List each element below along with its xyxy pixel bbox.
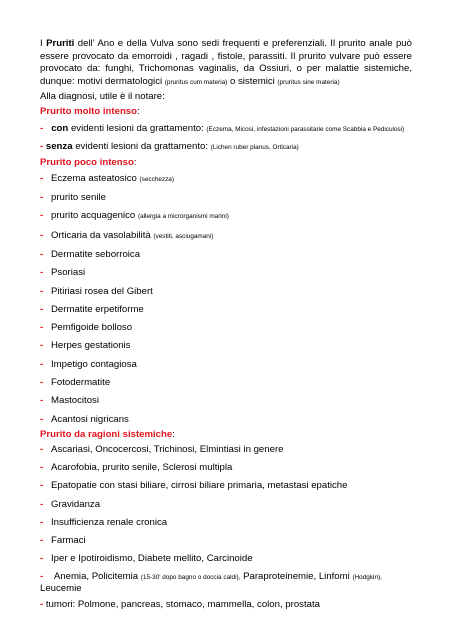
list-item [40,535,412,547]
item-text: Farmaci [51,535,86,547]
dash-marker: - [40,599,44,611]
intro-small-note-1: (pruritus cum materia) [164,78,228,86]
item-text: Fotodermatite [51,377,111,389]
item-text: Herpes gestationis [51,340,131,352]
item-text: Leucemie [40,583,82,595]
list-item [40,141,412,154]
dash-marker: - [40,285,44,297]
dash-marker: - [40,498,44,510]
dash-marker: - [40,377,44,389]
dash-marker: - [40,395,44,407]
intro-mid: o sistemici [229,75,275,87]
intro-small-note-2: (pruritus sine materia) [277,78,340,86]
item-small-note: (15-30' dopo bagno o doccia caldi), [140,574,241,582]
list-item [40,173,412,186]
item-text: Impetigo contagiosa [51,358,137,370]
item-small-note: (secchezza) [139,175,174,183]
item-text: Eczema asteatosico [51,172,137,184]
dash-marker: - [40,248,44,260]
dash-marker: - [40,340,44,352]
dash-marker: - [40,553,44,565]
dash-marker: - [40,413,44,425]
symptom-list [40,173,412,426]
dash-marker: - [40,122,44,134]
item-small-note: (Hodgkin), [352,574,382,582]
list-item [40,553,412,565]
intro-body: dell’ Ano e della Vulva sono sedi frequenti e preferenziali. Il prurito anale può essere provocato da emorroidi , ragadi , fistole, parassiti. Il prurito vulvare può essere provocato da: funghi, Trichomonas vaginalis, da Ossiuri, o per malattie sistemiche, dunque: motivi dermatologici [40,38,412,87]
list-item [40,322,412,334]
section-header-text: Prurito da ragioni sistemiche [40,428,173,440]
section-header-colon: : [133,156,137,168]
list-item [40,230,412,243]
dash-marker: - [40,303,44,315]
item-text: Orticaria da vasolabilità [51,229,151,241]
systemic-cause-list [40,444,412,566]
list-item [40,340,412,352]
list-item [40,462,412,474]
section-header-poco-intenso [40,157,412,169]
list-item-anemia [40,571,412,594]
section-header-text: Prurito molto intenso [40,105,138,117]
list-item [40,210,412,223]
item-text: evidenti lesioni da grattamento: [70,122,204,134]
list-item [40,267,412,279]
list-item [40,304,412,316]
list-item [40,123,412,135]
intro-lead: I [40,38,43,49]
item-text: Pitiriasi rosea del Gibert [51,285,153,297]
item-text: Epatopatie con stasi biliare, cirrosi biliare primaria, metastasi epatiche [51,480,348,492]
section-header-ragioni-sistemiche [40,429,412,441]
dash-marker: - [40,461,44,473]
dash-marker: - [40,516,44,528]
intro-diagnosis-line: Alla diagnosi, utile è il notare: [40,91,165,103]
section-header-text: Prurito poco intenso [40,156,134,168]
dash-marker: - [40,172,44,184]
list-item [40,249,412,261]
dash-marker: - [40,358,44,370]
list-item [40,192,412,204]
item-text: Anemia, Policitemia [53,571,139,583]
item-text: evidenti lesioni da grattamento: [75,140,209,152]
list-item [40,480,412,492]
dash-marker: - [40,140,44,152]
item-text: Dermatite erpetiforme [51,303,144,315]
list-item [40,359,412,371]
dash-marker: - [40,192,44,204]
section-header-colon: : [172,428,175,440]
item-text: Pemfigoide bolloso [51,322,133,334]
item-text: prurito senile [51,192,106,204]
list-item [40,377,412,389]
item-text: prurito acquagenico [51,210,136,222]
item-text: Gravidanza [51,498,101,510]
list-item [40,414,412,426]
item-text: Acantosi nigricans [51,413,129,425]
section-header-colon: : [137,105,140,117]
dash-marker: - [40,571,44,583]
item-bold: senza [45,140,73,152]
item-text: Insufficienza renale cronica [51,516,168,528]
item-text: tumori: Polmone, pancreas, stomaco, mammella, colon, prostata [45,599,320,611]
intro-paragraph [40,38,412,89]
dash-marker: - [40,267,44,279]
intro-bold-term: Pruriti [46,38,75,49]
document-page [40,38,412,611]
item-text: Paraproteinemie, Linfomi [243,571,350,583]
item-text: Dermatite seborroica [51,248,141,260]
dash-marker: - [40,480,44,492]
list-item-tumori [40,599,412,611]
list-item [40,444,412,456]
item-small-note: (Eczema, Micosi, infestazioni parassitarie come Scabbia e Pediculosi) [206,125,405,133]
dash-marker: - [40,535,44,547]
list-item [40,517,412,529]
item-text: Acarofobia, prurito senile, Sclerosi multipla [51,461,233,473]
item-small-note: (allergia a microrganismi marini) [137,213,229,221]
item-small-note: (vestiti, asciugamani) [153,232,214,240]
section-header-molto-intenso [40,106,412,118]
item-text: Ascariasi, Oncocercosi, Trichinosi, Elmintiasi in genere [51,443,284,455]
dash-marker: - [40,229,44,241]
item-text: Mastocitosi [51,395,99,407]
dash-marker: - [40,210,44,222]
list-item [40,286,412,298]
dash-marker: - [40,322,44,334]
item-text: Psoriasi [51,267,86,279]
list-item [40,499,412,511]
item-text: Iper e Ipotiroidismo, Diabete mellito, Carcinoide [51,553,253,565]
dash-marker: - [40,443,44,455]
item-bold: con [51,122,69,134]
item-small-note: (Lichen ruber planus, Orticaria) [210,143,299,151]
list-item [40,395,412,407]
